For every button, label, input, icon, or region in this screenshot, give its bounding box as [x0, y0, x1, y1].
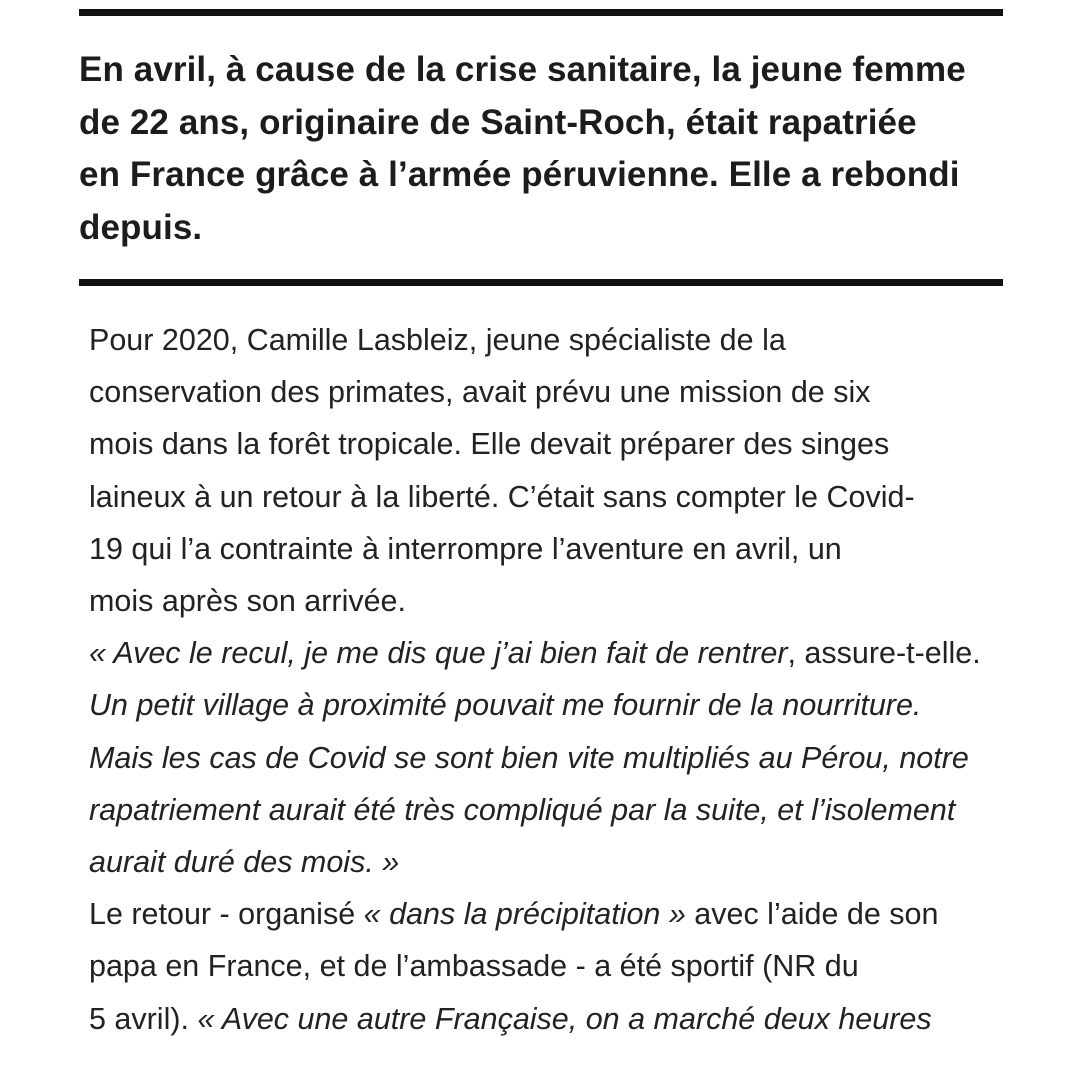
body-line: Pour 2020, Camille Lasbleiz, jeune spécialiste de la [89, 323, 786, 357]
body-line: papa en France, et de l’ambassade - a été sportif (NR du [89, 949, 859, 984]
quote-line [89, 627, 1049, 679]
body-text: Le retour - organisé [89, 897, 364, 932]
attribution-text: , assure-t-elle. [787, 636, 981, 671]
lead-line: En avril, à cause de la crise sanitaire, la jeune femme [79, 50, 966, 89]
quote-line: Un petit village à proximité pouvait me fournir de la nourriture. [89, 688, 922, 723]
body-line: 19 qui l’a contrainte à interrompre l’aventure en avril, un [89, 531, 842, 566]
inline-quote: « dans la précipitation » [363, 897, 686, 932]
body-text: 5 avril). [89, 1001, 198, 1036]
body-line: conservation des primates, avait prévu une mission de six [89, 375, 871, 410]
body-line: laineux à un retour à la liberté. C’était sans compter le Covid- [89, 479, 915, 514]
lead-line: depuis. [79, 207, 203, 247]
top-divider [79, 9, 1003, 16]
body-line [89, 993, 1049, 1045]
quote-line: Mais les cas de Covid se sont bien vite multipliés au Pérou, notre [89, 740, 969, 775]
lead-line: de 22 ans, originaire de Saint-Roch, était rapatriée [79, 102, 917, 142]
quote-line: rapatriement aurait été très compliqué par la suite, et l’isolement [89, 792, 956, 827]
body-line [89, 888, 1049, 940]
body-line: mois après son arrivée. [89, 584, 406, 619]
article-body [89, 314, 1049, 1045]
quote-line: aurait duré des mois. » [89, 845, 400, 880]
body-text: avec l’aide de son [685, 897, 939, 932]
body-line: mois dans la forêt tropicale. Elle devait préparer des singes [89, 427, 890, 462]
inline-quote: « Avec une autre Française, on a marché deux heures [197, 1001, 932, 1036]
lead-line: en France grâce à l’armée péruvienne. Elle a rebondi [79, 155, 960, 194]
bottom-divider [79, 279, 1003, 286]
article-lead [79, 44, 1003, 254]
quote-text: « Avec le recul, je me dis que j’ai bien fait de rentrer [89, 636, 788, 671]
